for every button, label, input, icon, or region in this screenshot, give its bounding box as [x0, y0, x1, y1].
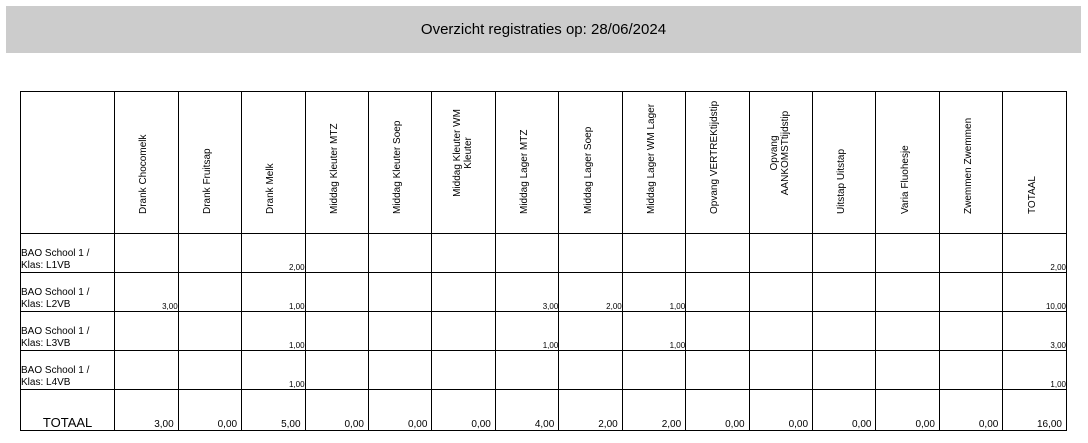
column-header: [749, 92, 812, 234]
table-cell: [432, 273, 495, 312]
table-cell: [813, 234, 876, 273]
row-label: BAO School 1 / Klas: L3VB: [21, 312, 115, 351]
table-cell: [305, 234, 368, 273]
column-header: [495, 92, 558, 234]
table-cell: [749, 234, 812, 273]
column-header: [813, 92, 876, 234]
table-row: [21, 312, 1067, 351]
column-header-label: Middag Lager Soep: [582, 126, 594, 214]
column-header: [305, 92, 368, 234]
header-row: [21, 92, 1067, 234]
table-cell: 2,00: [1003, 234, 1067, 273]
table-cell: [432, 234, 495, 273]
table-cell: 2,00: [242, 234, 305, 273]
column-header-label: TOTAAL: [1026, 176, 1038, 214]
report-title: Overzicht registraties op: 28/06/2024: [420, 21, 667, 38]
table-cell: [115, 351, 178, 390]
table-row: [21, 351, 1067, 390]
table-cell: [178, 273, 241, 312]
table-cell: [686, 351, 749, 390]
table-cell: 3,00: [115, 273, 178, 312]
table-cell: [939, 273, 1002, 312]
row-label: BAO School 1 / Klas: L1VB: [21, 234, 115, 273]
column-header: [368, 92, 431, 234]
table-cell: [622, 234, 685, 273]
table-cell: [115, 312, 178, 351]
total-cell: 0,00: [305, 390, 368, 431]
table-cell: 1,00: [242, 312, 305, 351]
table-cell: [876, 273, 939, 312]
total-cell: 0,00: [686, 390, 749, 431]
total-cell: 0,00: [939, 390, 1002, 431]
row-label: BAO School 1 / Klas: L4VB: [21, 351, 115, 390]
column-header: [622, 92, 685, 234]
table-cell: 1,00: [242, 273, 305, 312]
table-cell: [178, 234, 241, 273]
table-cell: 10,00: [1003, 273, 1067, 312]
table-cell: [368, 351, 431, 390]
table-cell: [876, 312, 939, 351]
table-cell: 1,00: [622, 273, 685, 312]
table-cell: [559, 351, 622, 390]
total-cell: 5,00: [242, 390, 305, 431]
column-header-label: Opvang VERTREKtijdstip: [709, 100, 721, 214]
table-cell: 1,00: [1003, 351, 1067, 390]
total-cell: 3,00: [115, 390, 178, 431]
table-cell: [305, 351, 368, 390]
total-cell: 16,00: [1003, 390, 1067, 431]
table-cell: [749, 312, 812, 351]
table-cell: 1,00: [495, 312, 558, 351]
column-header-label: Middag Lager WM Lager: [645, 103, 657, 214]
table-cell: [876, 234, 939, 273]
total-cell: 2,00: [559, 390, 622, 431]
table-cell: [686, 312, 749, 351]
table-cell: [178, 312, 241, 351]
table-cell: [559, 234, 622, 273]
column-header-label: Uitstap Uitstap: [836, 148, 848, 214]
table-cell: [876, 351, 939, 390]
column-header-label: Drank Melk: [265, 163, 277, 214]
table-cell: [749, 351, 812, 390]
total-cell: 2,00: [622, 390, 685, 431]
table-cell: [939, 351, 1002, 390]
table-cell: [305, 312, 368, 351]
column-header: [686, 92, 749, 234]
table-cell: [368, 312, 431, 351]
column-header: [115, 92, 178, 234]
column-header: [1003, 92, 1067, 234]
total-cell: 0,00: [178, 390, 241, 431]
column-header-label: Middag Lager MTZ: [519, 129, 531, 214]
table-cell: 1,00: [242, 351, 305, 390]
table-cell: [305, 273, 368, 312]
column-header-label: Zwemmen Zwemmen: [963, 117, 975, 214]
column-header-label: Middag Kleuter Soep: [392, 120, 404, 214]
table-cell: [686, 273, 749, 312]
total-cell: 0,00: [813, 390, 876, 431]
table-cell: [813, 351, 876, 390]
column-header: [432, 92, 495, 234]
table-cell: [749, 273, 812, 312]
column-header: [178, 92, 241, 234]
table-row: [21, 273, 1067, 312]
table-cell: [495, 351, 558, 390]
table-cell: [368, 273, 431, 312]
total-cell: 0,00: [749, 390, 812, 431]
table-cell: [622, 351, 685, 390]
total-cell: 4,00: [495, 390, 558, 431]
table-cell: [813, 273, 876, 312]
column-header: [939, 92, 1002, 234]
table-cell: [813, 312, 876, 351]
column-header-label: Varia Fluohesje: [899, 145, 911, 214]
column-header-label: Opvang AANKOMSTtijdstip: [768, 110, 791, 196]
table-cell: 3,00: [1003, 312, 1067, 351]
header-corner-cell: [21, 92, 115, 234]
column-header-label: Drank Chocomelk: [138, 134, 150, 214]
table-cell: [495, 234, 558, 273]
column-header: [559, 92, 622, 234]
table-cell: [559, 312, 622, 351]
column-header-label: Middag Kleuter MTZ: [328, 123, 340, 214]
report-title-bar: [6, 6, 1081, 53]
column-header-label: Middag Kleuter WM Kleuter: [451, 109, 474, 197]
table-cell: 1,00: [622, 312, 685, 351]
table-cell: [178, 351, 241, 390]
totals-row: [21, 390, 1067, 431]
table-cell: [432, 312, 495, 351]
total-cell: 0,00: [876, 390, 939, 431]
column-header-label: Drank Fruitsap: [201, 148, 213, 214]
table-cell: [368, 234, 431, 273]
column-header: [876, 92, 939, 234]
registrations-table: [20, 91, 1067, 431]
column-header: [242, 92, 305, 234]
total-cell: 0,00: [368, 390, 431, 431]
table-cell: 3,00: [495, 273, 558, 312]
table-cell: [939, 234, 1002, 273]
table-cell: [115, 234, 178, 273]
table-cell: [686, 234, 749, 273]
row-label: BAO School 1 / Klas: L2VB: [21, 273, 115, 312]
table-row: [21, 234, 1067, 273]
totals-label: TOTAAL: [21, 390, 115, 431]
table-cell: [939, 312, 1002, 351]
table-cell: 2,00: [559, 273, 622, 312]
total-cell: 0,00: [432, 390, 495, 431]
table-cell: [432, 351, 495, 390]
